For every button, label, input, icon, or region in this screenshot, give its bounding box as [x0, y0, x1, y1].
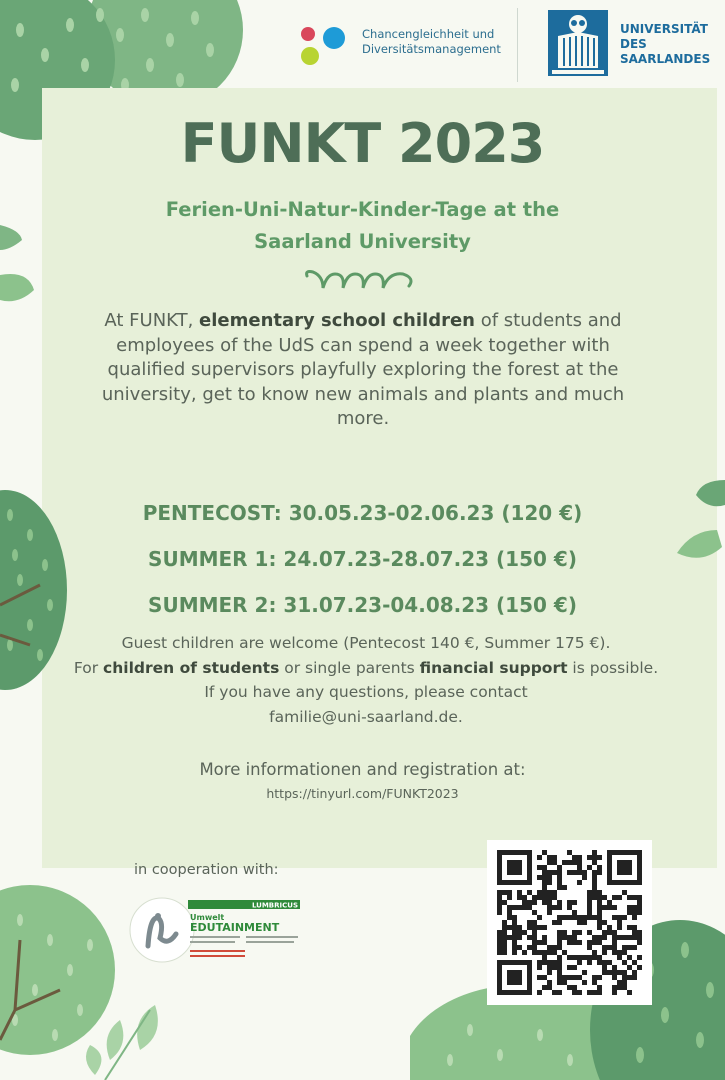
cooperation-label: in cooperation with:	[134, 862, 279, 878]
university-seal-icon	[548, 10, 608, 76]
date-summer-1: SUMMER 1: 24.07.23-28.07.23 (150 €)	[148, 547, 577, 571]
equality-office-name	[362, 27, 501, 57]
poster-title: FUNKT 2023	[180, 112, 545, 175]
partner-logo	[128, 896, 306, 964]
squiggle-divider-icon	[303, 268, 419, 296]
intro-text-2: of students and employees of the UdS can spend a week together with qualified supervisors playfully exploring the forest at the university, get to know new animals and plants and much more.	[101, 310, 625, 429]
guest-line2-d: financial support	[419, 658, 568, 677]
diversity-dots-logo	[298, 24, 350, 68]
university-name-line2: DES	[620, 37, 647, 51]
small-leaves-right-decoration	[672, 475, 725, 575]
poster-subtitle	[100, 194, 625, 258]
registration-link[interactable]: https://tinyurl.com/FUNKT2023	[266, 786, 459, 801]
date-pentecost: PENTECOST: 30.05.23-02.06.23 (120 €)	[142, 501, 583, 525]
intro-paragraph	[82, 309, 644, 432]
intro-text-1: At FUNKT,	[104, 310, 200, 331]
subtitle-line2: Saarland University	[254, 230, 471, 253]
contact-email[interactable]: familie@uni-saarland.de.	[269, 707, 463, 726]
intro-text-bold: elementary school children	[199, 310, 475, 331]
partner-logo-top-text: LUMBRICUS	[251, 901, 298, 910]
date-summer-2: SUMMER 2: 31.07.23-04.08.23 (150 €)	[148, 593, 577, 617]
guest-line2-a: For	[73, 658, 104, 677]
partner-logo-brand-1: Umwelt	[190, 913, 225, 922]
tree-bottom-left-decoration	[0, 860, 200, 1080]
subtitle-line1: Ferien-Uni-Natur-Kinder-Tage at the	[165, 198, 560, 221]
header-divider	[517, 8, 518, 82]
qr-code[interactable]	[487, 840, 652, 1005]
university-name-line1: UNIVERSITÄT	[620, 22, 708, 36]
guest-line2	[46, 656, 686, 681]
partner-logo-brand-2: EDUTAINMENT	[190, 921, 280, 934]
guest-info	[46, 631, 686, 729]
equality-office-line1: Chancengleichheit und	[362, 27, 495, 41]
guest-line1: Guest children are welcome (Pentecost 140 €, Summer 175 €).	[121, 634, 611, 652]
guest-line3: If you have any questions, please contact	[204, 683, 528, 701]
guest-line2-e: is possible.	[567, 658, 659, 677]
guest-line2-b: children of students	[103, 658, 280, 677]
university-name	[620, 22, 710, 67]
equality-office-line2: Diversitätsmanagement	[362, 42, 501, 56]
qr-code-icon	[487, 840, 652, 1005]
registration-text: More informationen and registration at:	[199, 760, 526, 779]
guest-line2-c: or single parents	[279, 658, 420, 677]
dates-list	[60, 490, 665, 628]
small-leaves-left-decoration	[0, 220, 40, 320]
university-name-line3: SAARLANDES	[620, 52, 711, 66]
